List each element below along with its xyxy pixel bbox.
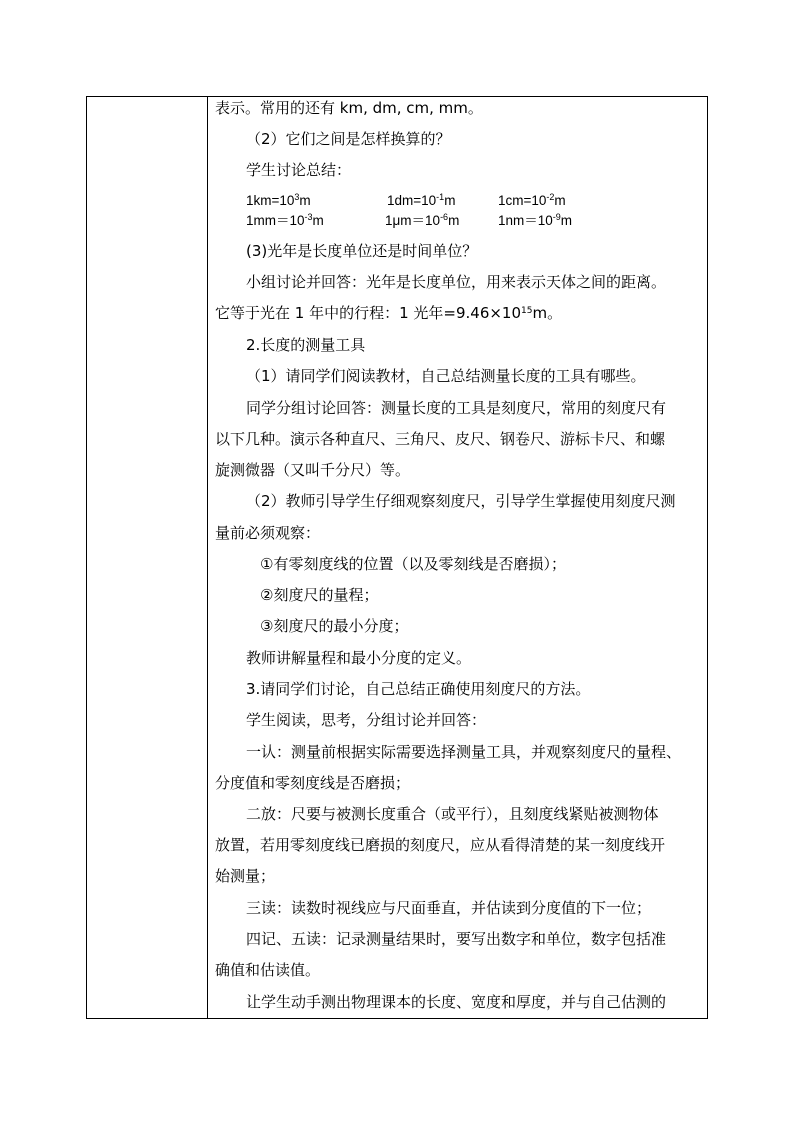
unit-conversion-km: $1km=10^3m$: [246, 192, 311, 208]
text-line: 旋测微器（又叫千分尺）等。: [215, 461, 411, 479]
list-item: ①有零刻度线的位置（以及零刻线是否磨损）；: [260, 555, 566, 573]
text-line: 表示。常用的还有 km, dm, cm, mm。: [215, 99, 483, 117]
text-line: 放置，若用零刻度线已磨损的刻度尺，应从看得清楚的某一刻度线开: [215, 836, 666, 854]
text-line: 量前必须观察：: [215, 524, 321, 542]
section-heading: 3.请同学们讨论，自己总结正确使用刻度尺的方法。: [246, 680, 591, 698]
text-line: 二放：尺要与被测长度重合（或平行），且刻度线紧贴被测物体: [246, 805, 659, 823]
text-line: 一认：测量前根据实际需要选择测量工具，并观察刻度尺的量程、: [246, 743, 682, 761]
section-heading: 2.长度的测量工具: [246, 336, 366, 354]
unit-conversion-dm: $1dm=10^{-1}m$: [387, 192, 456, 208]
list-item: ③刻度尺的最小分度；: [260, 617, 409, 635]
text-line: 教师讲解量程和最小分度的定义。: [246, 649, 472, 667]
text-line: 始测量；: [215, 867, 276, 885]
text-line: 分度值和零刻度线是否磨损；: [215, 774, 411, 792]
text-line: （2）教师引导学生仔细观察刻度尺，引导学生掌握使用刻度尺测: [246, 492, 676, 510]
unit-conversion-um: $1\mu m=10^{-6}m$: [385, 212, 460, 228]
text-line: 三读：读数时视线应与尺面垂直，并估读到分度值的下一位；: [246, 899, 652, 917]
text-line: 学生讨论总结：: [246, 161, 352, 179]
list-item: ②刻度尺的量程；: [260, 586, 379, 604]
unit-conversion-mm: $1mm=10^{-3}m$: [246, 212, 324, 228]
text-line: (3)光年是长度单位还是时间单位？: [246, 242, 478, 260]
text-line: （1）请同学们阅读教材，自己总结测量长度的工具有哪些。: [246, 367, 646, 385]
unit-conversion-cm: $1cm=10^{-2}m$: [498, 192, 566, 208]
text-line: 它等于光在 1 年中的行程：1 光年$=9.46\times 10^{15}m$。: [215, 304, 563, 322]
text-line: 让学生动手测出物理课本的长度、宽度和厚度，并与自己估测的: [246, 993, 667, 1011]
text-line: 以下几种。演示各种直尺、三角尺、皮尺、钢卷尺、游标卡尺、和螺: [215, 430, 666, 448]
text-line: 确值和估读值。: [215, 961, 321, 979]
text-line: 四记、五读：记录测量结果时，要写出数字和单位，数字包括准: [246, 930, 667, 948]
unit-conversion-nm: $1nm=10^{-9}m$: [498, 212, 573, 228]
text-line: 同学分组讨论回答：测量长度的工具是刻度尺，常用的刻度尺有: [246, 399, 667, 417]
text-line: 小组讨论并回答：光年是长度单位，用来表示天体之间的距离。: [246, 273, 667, 291]
text-line: （2）它们之间是怎样换算的？: [246, 130, 451, 148]
lesson-table: [86, 96, 708, 1019]
text-line: 学生阅读，思考，分组讨论并回答：: [246, 711, 487, 729]
column-divider: [207, 97, 208, 1018]
